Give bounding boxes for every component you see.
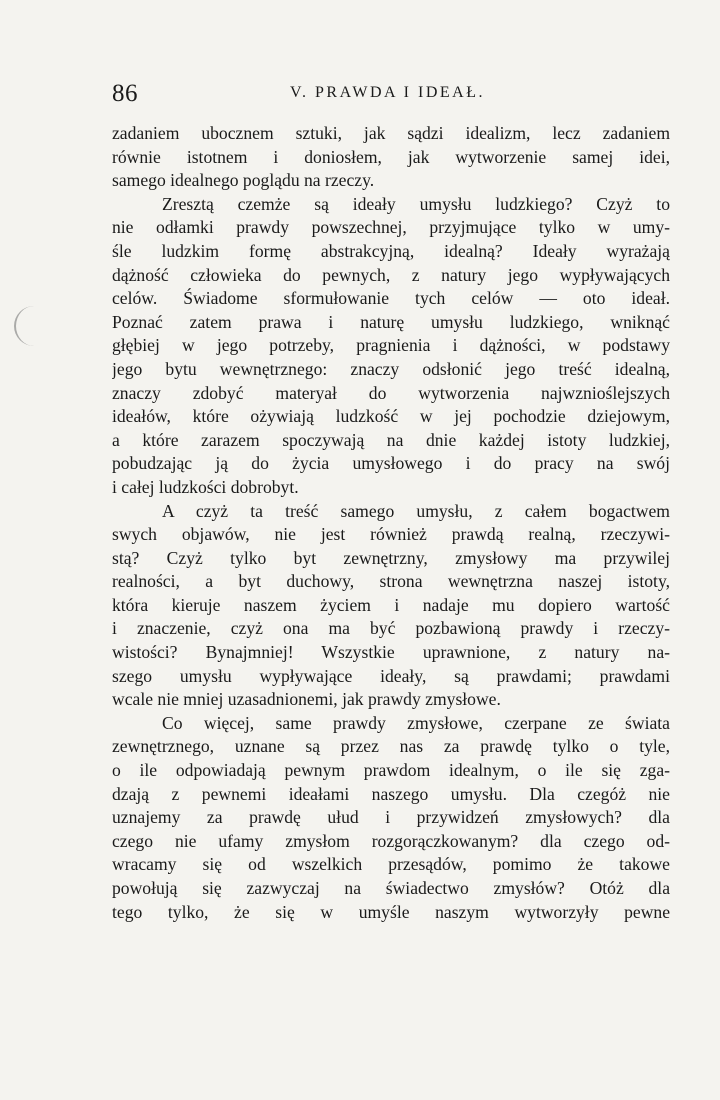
running-title: V. PRAWDA I IDEAŁ.: [290, 84, 485, 101]
text-line: i całej ludzkości dobrobyt.: [112, 476, 299, 497]
text-line: dzają z pewnemi ideałami naszego umysłu. Dla czegóż nie: [112, 783, 670, 804]
text-line: wracamy się od wszelkich przesądów, pomimo że takowe: [112, 854, 670, 875]
text-line: ideałów, które ożywiają ludzkość w jej pochodzie dziejowym,: [112, 406, 670, 427]
text-line: o ile odpowiadają pewnym prawdom idealnym, o ile się zga-: [112, 760, 670, 781]
text-line: celów. Świadome sformułowanie tych celów — oto ideał.: [112, 288, 670, 309]
text-line: głębiej w jego potrzeby, pragnienia i dążności, w podstawy: [112, 335, 670, 356]
text-line: która kieruje naszem życiem i nadaje mu dopiero wartość: [112, 594, 670, 615]
text-line: wcale nie mniej uzasadnionemi, jak prawdy zmysłowe.: [112, 689, 501, 710]
page-header: [112, 80, 672, 114]
text-line: zewnętrznego, uznane są przez nas za prawdę tylko o tyle,: [112, 736, 670, 757]
text-line: zadaniem ubocznem sztuki, jak sądzi idealizm, lecz zadaniem: [112, 123, 670, 143]
page-number: 86: [112, 80, 138, 107]
text-line: Co więcej, same prawdy zmysłowe, czerpane ze świata: [162, 712, 670, 733]
text-line: a które zarazem spoczywają na dnie każdej istoty ludzkiej,: [112, 429, 670, 450]
text-line: swych objawów, nie jest również prawdą realną, rzeczywi-: [112, 524, 670, 545]
text-line: uznajemy za prawdę ułud i przywidzeń zmysłowych? dla: [112, 807, 670, 828]
text-line: dążność człowieka do pewnych, z natury jego wypływających: [112, 264, 670, 285]
text-line: równie istotnem i doniosłem, jak wytworzenie samej idei,: [112, 146, 670, 167]
text-line: powołują się zazwyczaj na świadectwo zmysłów? Otóż dla: [112, 878, 670, 898]
text-line: Poznać zatem prawa i naturę umysłu ludzkiego, wniknąć: [112, 311, 670, 332]
text-line: czego nie ufamy zmysłom rozgorączkowanym? dla czego od-: [112, 830, 670, 851]
text-line: pobudzając ją do życia umysłowego i do pracy na swój: [112, 453, 670, 474]
text-line: stą? Czyż tylko byt zewnętrzny, zmysłowy ma przywilej: [112, 547, 670, 568]
text-line: śle ludzkim formę abstrakcyjną, idealną? Ideały wyrażają: [112, 240, 670, 261]
text-line: realności, a byt duchowy, strona wewnętrzna naszej istoty,: [112, 571, 670, 592]
margin-bracket-mark: [14, 306, 40, 346]
text-line: tego tylko, że się w umyśle naszym wytworzyły pewne: [112, 901, 670, 922]
text-line: i znaczenie, czyż ona ma być pozbawioną prawdy i rzeczy-: [112, 618, 670, 639]
text-line: wistości? Bynajmniej! Wszystkie uprawnione, z natury na-: [112, 642, 670, 663]
text-line: znaczy zdobyć materyał do wytworzenia najwznioślejszych: [112, 382, 670, 403]
text-line: jego bytu wewnętrznego: znaczy odsłonić jego treść idealną,: [112, 358, 670, 379]
text-line: nie odłamki prawdy powszechnej, przyjmujące tylko w umy-: [112, 217, 670, 238]
text-line: Zresztą czemże są ideały umysłu ludzkiego? Czyż to: [162, 193, 670, 214]
text-line: A czyż ta treść samego umysłu, z całem bogactwem: [162, 500, 670, 521]
body-text: [112, 122, 670, 924]
text-line: samego idealnego poglądu na rzeczy.: [112, 170, 375, 191]
text-line: szego umysłu wypływające ideały, są prawdami; prawdami: [112, 665, 670, 686]
